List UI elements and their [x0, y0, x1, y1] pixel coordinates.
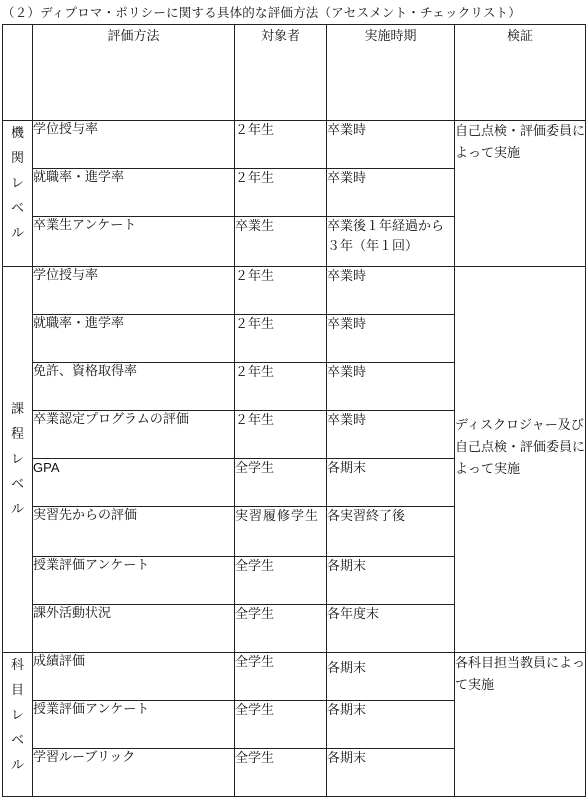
method-cell: 授業評価アンケート [33, 557, 235, 605]
level-char: レ [10, 176, 24, 191]
method-cell: 成績評価 [33, 653, 235, 701]
level-label [3, 397, 32, 522]
level-char: 機 [10, 126, 24, 141]
level-char: ル [10, 502, 24, 517]
timing-cell: 卒業後１年経過から３年（年１回） [327, 217, 455, 267]
target-cell: 実習履修学生 [235, 507, 327, 557]
level-cell-program [3, 267, 33, 653]
method-cell: GPA [33, 459, 235, 507]
target-cell: ２年生 [235, 363, 327, 411]
target-cell: ２年生 [235, 267, 327, 315]
target-cell: ２年生 [235, 315, 327, 363]
method-cell: 卒業認定プログラムの評価 [33, 411, 235, 459]
target-cell: ２年生 [235, 411, 327, 459]
target-cell: ２年生 [235, 169, 327, 217]
assessment-checklist-table [2, 24, 586, 797]
method-cell: 就職率・進学率 [33, 315, 235, 363]
target-cell: 全学生 [235, 459, 327, 507]
level-char: 関 [10, 151, 24, 166]
target-cell: 全学生 [235, 557, 327, 605]
timing-cell: 各年度末 [327, 605, 455, 653]
level-cell-institution [3, 121, 33, 267]
header-row [3, 25, 586, 121]
verification-cell: 自己点検・評価委員によって実施 [455, 121, 586, 267]
timing-cell: 卒業時 [327, 169, 455, 217]
header-target: 対象者 [235, 25, 327, 121]
page-title: （２）ディプロマ・ポリシーに関する具体的な評価方法（アセスメント・チェックリスト） [2, 5, 521, 20]
timing-cell: 各期末 [327, 701, 455, 749]
timing-cell: 各期末 [327, 557, 455, 605]
level-char: 課 [10, 402, 24, 417]
level-char: ベ [10, 477, 24, 492]
level-label [3, 121, 32, 246]
target-cell: 全学生 [235, 701, 327, 749]
header-verification: 検証 [455, 25, 586, 121]
method-cell: 授業評価アンケート [33, 701, 235, 749]
timing-cell: 各期末 [327, 459, 455, 507]
timing-cell: 卒業時 [327, 363, 455, 411]
target-cell: 全学生 [235, 749, 327, 797]
header-method: 評価方法 [33, 25, 235, 121]
level-cell-course [3, 653, 33, 797]
table-row [3, 121, 586, 169]
method-cell: 学位授与率 [33, 121, 235, 169]
target-cell: ２年生 [235, 121, 327, 169]
target-cell: 卒業生 [235, 217, 327, 267]
table-row [3, 267, 586, 315]
level-char: レ [10, 452, 24, 467]
table-row [3, 653, 586, 701]
level-char: ル [10, 226, 24, 241]
level-char: 程 [10, 427, 24, 442]
verification-cell: ディスクロジャー及び自己点検・評価委員によって実施 [455, 267, 586, 653]
level-label [3, 653, 32, 778]
timing-cell: 各期末 [327, 749, 455, 797]
level-char: 科 [10, 658, 24, 673]
header-timing: 実施時期 [327, 25, 455, 121]
method-cell: 就職率・進学率 [33, 169, 235, 217]
method-cell: 学習ルーブリック [33, 749, 235, 797]
method-cell: 卒業生アンケート [33, 217, 235, 267]
target-cell: 全学生 [235, 653, 327, 701]
method-cell: 実習先からの評価 [33, 507, 235, 557]
level-char: 目 [10, 683, 24, 698]
timing-cell: 卒業時 [327, 121, 455, 169]
verification-cell: 各科目担当教員によって実施 [455, 653, 586, 797]
method-cell: 課外活動状況 [33, 605, 235, 653]
header-level [3, 25, 33, 121]
timing-cell: 卒業時 [327, 411, 455, 459]
method-cell: 免許、資格取得率 [33, 363, 235, 411]
timing-cell: 各実習終了後 [327, 507, 455, 557]
method-cell: 学位授与率 [33, 267, 235, 315]
timing-cell: 各期末 [327, 653, 455, 701]
target-cell: 全学生 [235, 605, 327, 653]
level-char: ベ [10, 733, 24, 748]
level-char: ベ [10, 201, 24, 216]
timing-cell: 卒業時 [327, 315, 455, 363]
timing-cell: 卒業時 [327, 267, 455, 315]
level-char: ル [10, 758, 24, 773]
level-char: レ [10, 708, 24, 723]
